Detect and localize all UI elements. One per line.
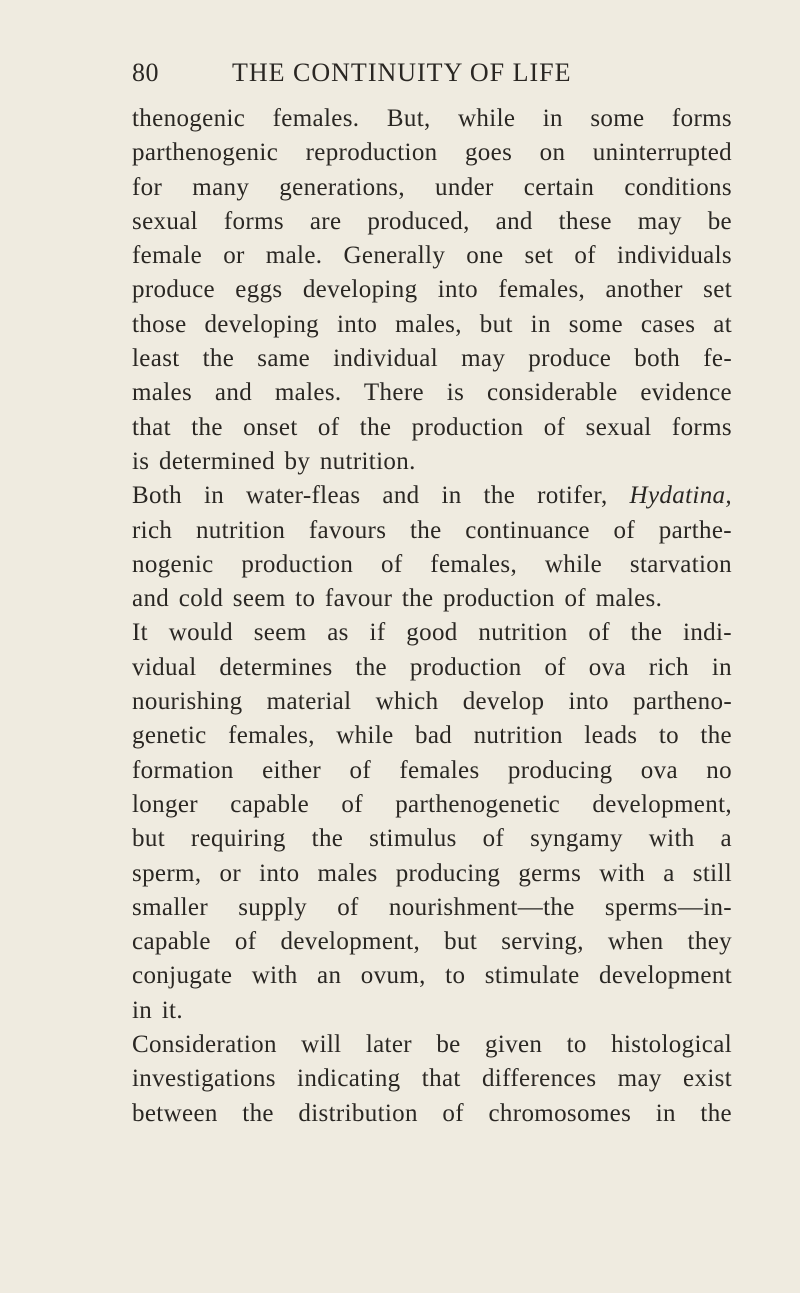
text-line: It would seem as if good nutrition of the indi-: [132, 619, 732, 647]
text-line: longer capable of parthenogenetic development,: [132, 790, 732, 818]
text-line: female or male. Generally one set of individuals: [132, 242, 732, 270]
text-line: vidual determines the production of ova rich in: [132, 653, 732, 681]
text-line: and cold seem to favour the production of males.: [132, 585, 663, 613]
text-line: least the same individual may produce both fe-: [132, 345, 732, 373]
text-line: formation either of females producing ova no: [132, 756, 732, 784]
text-line: investigations indicating that differences may exist: [132, 1065, 732, 1093]
text-line: rich nutrition favours the continuance of parthe-: [132, 516, 732, 544]
text-line: that the onset of the production of sexual forms: [132, 413, 732, 441]
italic-term: Hydatina,: [629, 482, 732, 510]
text-line: conjugate with an ovum, to stimulate development: [132, 962, 732, 990]
running-head: [132, 58, 732, 98]
text-line: thenogenic females. But, while in some forms: [132, 105, 732, 132]
text-line: for many generations, under certain conditions: [132, 173, 732, 201]
text-line: those developing into males, but in some cases at: [132, 310, 732, 338]
text-line: but requiring the stimulus of syngamy with a: [132, 825, 732, 853]
text-line: produce eggs developing into females, another set: [132, 276, 732, 304]
text-line: smaller supply of nourishment—the sperms—in-: [132, 893, 732, 921]
text-line: males and males. There is considerable evidence: [132, 379, 732, 407]
text-line: parthenogenic reproduction goes on uninterrupted: [132, 139, 732, 167]
text-line: capable of development, but serving, when they: [132, 928, 732, 956]
text-segment: Both in water-fleas and in the rotifer,: [132, 482, 630, 510]
running-title: THE CONTINUITY OF LIFE: [232, 58, 572, 87]
text-line: sexual forms are produced, and these may be: [132, 207, 732, 235]
page-number: 80: [132, 58, 159, 87]
text-line: nourishing material which develop into partheno-: [132, 688, 732, 716]
text-line: [132, 479, 732, 513]
text-line: between the distribution of chromosomes in the: [132, 1099, 732, 1127]
text-line: nogenic production of females, while starvation: [132, 550, 732, 578]
text-line: sperm, or into males producing germs with a still: [132, 859, 732, 887]
text-line: Consideration will later be given to histological: [132, 1031, 732, 1059]
text-line: is determined by nutrition.: [132, 447, 416, 475]
text-line: in it.: [132, 996, 183, 1024]
body-text: [132, 102, 732, 1131]
text-line: genetic females, while bad nutrition leads to the: [132, 722, 732, 750]
